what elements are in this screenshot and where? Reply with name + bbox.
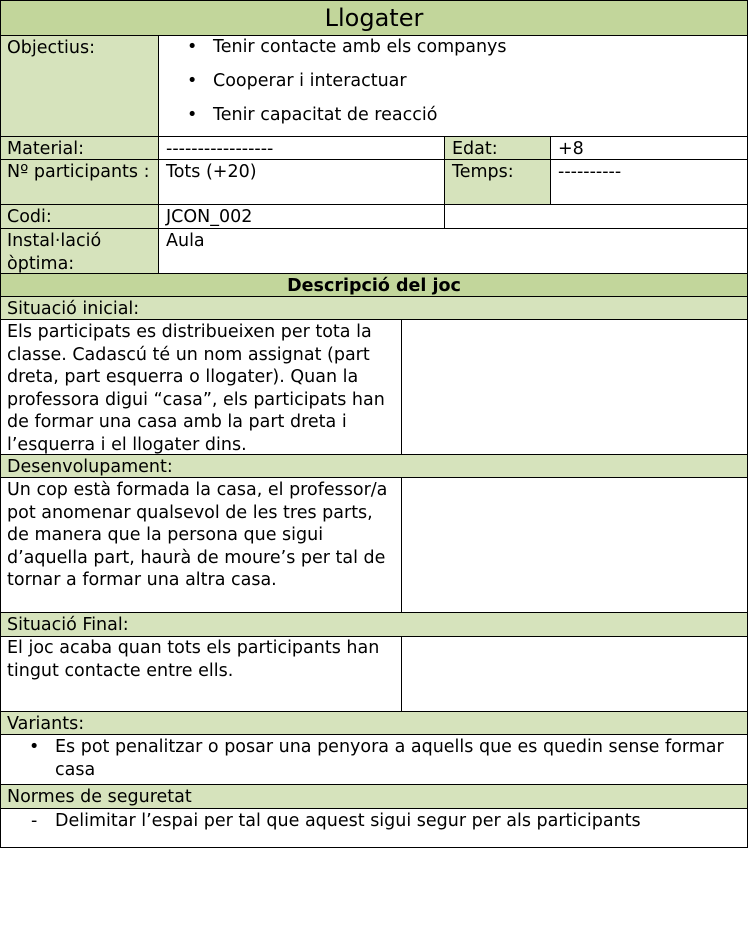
- participants-value: Tots (+20): [166, 162, 257, 182]
- development-text: Un cop està formada la casa, el professor/a pot anomenar qualsevol de les tres parts, de manera que la persona que sigui d’aquella part, haurà de moure’s per tal de tornar a formar una altra casa.: [7, 480, 388, 590]
- objective-item: • Tenir capacitat de reacció: [213, 104, 507, 127]
- objectives-list: [213, 36, 507, 127]
- age-value: +8: [558, 139, 584, 159]
- installation-value: Aula: [166, 231, 205, 251]
- objective-item: • Cooperar i interactuar: [213, 70, 507, 104]
- initial-label: Situació inicial:: [7, 299, 140, 319]
- age-label: Edat:: [452, 139, 498, 159]
- code-empty-cell: [444, 204, 748, 229]
- variants-label-cell: [0, 711, 748, 735]
- time-label: Temps:: [452, 162, 514, 182]
- installation-label: Instal·lació òptima:: [7, 231, 102, 274]
- material-label: Material:: [7, 139, 84, 159]
- time-value: ----------: [558, 162, 622, 182]
- final-label: Situació Final:: [7, 615, 129, 635]
- variants-list: [55, 736, 735, 781]
- development-empty-cell: [401, 477, 748, 613]
- code-label: Codi:: [7, 207, 52, 227]
- participants-label: Nº participants :: [7, 162, 150, 182]
- objective-item: • Tenir contacte amb els companys: [213, 36, 507, 70]
- safety-item: - Delimitar l’espai per tal que aquest sigui segur per als participants: [55, 810, 641, 833]
- objectives-label: Objectius:: [7, 38, 95, 58]
- description-header: Descripció del joc: [287, 276, 461, 296]
- safety-label: Normes de seguretat: [7, 787, 192, 807]
- final-empty-cell: [401, 636, 748, 712]
- development-label: Desenvolupament:: [7, 457, 173, 477]
- variant-item: • Es pot penalitzar o posar una penyora a aquells que es quedin sense formar casa: [55, 736, 735, 781]
- code-value: JCON_002: [166, 207, 253, 227]
- final-text: El joc acaba quan tots els participants han tingut contacte entre ells.: [7, 638, 380, 681]
- variants-label: Variants:: [7, 714, 85, 734]
- material-value: -----------------: [166, 139, 274, 159]
- installation-value-cell: [158, 228, 748, 274]
- initial-empty-cell: [401, 319, 748, 455]
- initial-text: Els participats es distribueixen per tota la classe. Cadascú té un nom assignat (part dreta, part esquerra o llogater). Quan la professora digui “casa”, els participats han de formar una casa amb la part dreta i l’esquerra i el llogater dins.: [7, 322, 385, 455]
- page-title: Llogater: [324, 4, 424, 32]
